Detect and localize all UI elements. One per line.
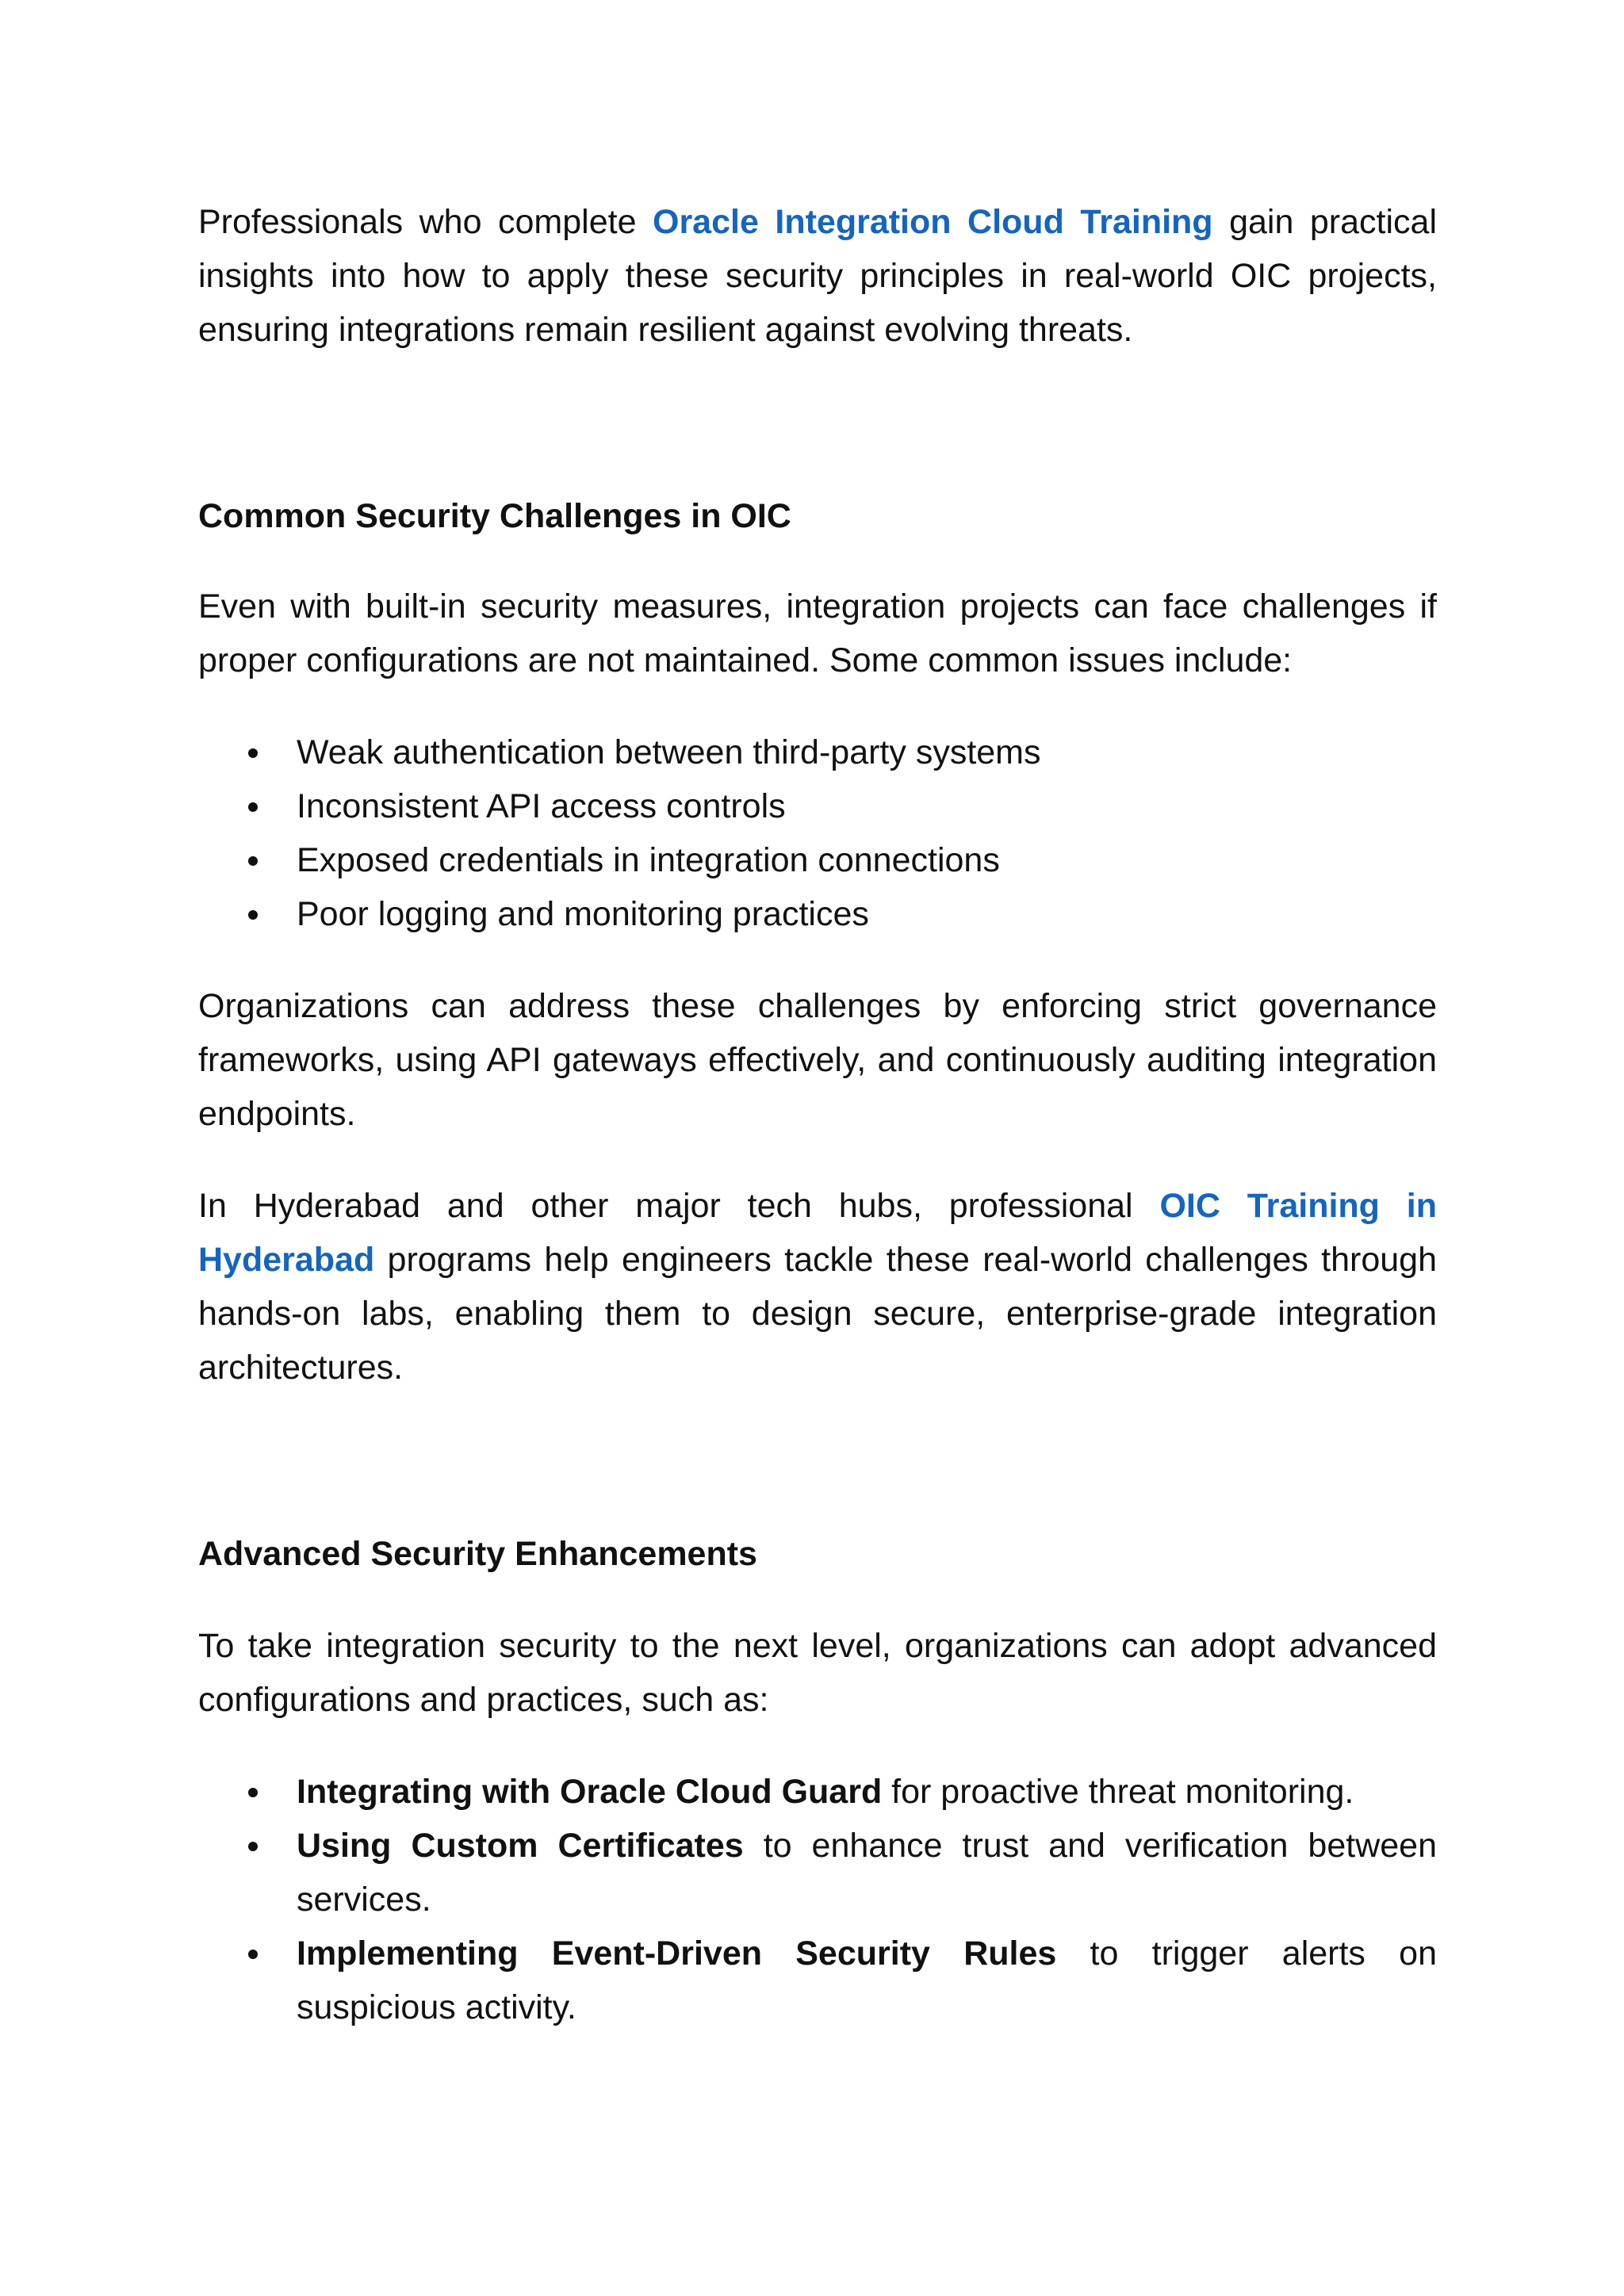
section2-intro-paragraph: To take integration security to the next level, organizations can adopt advanced configurations and practices, such as:	[198, 1627, 1437, 1719]
bullet-icon	[248, 1842, 258, 1851]
oic-training-hyderabad-link[interactable]: OIC Training in Hyderabad	[198, 1187, 1437, 1279]
bullet-icon	[248, 1950, 258, 1959]
section-heading-advanced-enhancements: Advanced Security Enhancements	[198, 1535, 757, 1573]
enhancements-list	[198, 1765, 1437, 2034]
list-item	[198, 1927, 1437, 2034]
intro-text-post: gain practical insights into how to apply these security principles in real-world OIC projects, ensuring integrations remain resilient against evolving threats.	[198, 203, 1437, 349]
challenges-list	[198, 725, 1437, 941]
list-item	[198, 779, 1437, 833]
bullet-icon	[248, 856, 258, 866]
document-page	[198, 195, 1437, 2034]
intro-paragraph	[198, 195, 1437, 357]
hyderabad-text-pre: In Hyderabad and other major tech hubs, professional	[198, 1187, 1160, 1225]
list-item-bold-text: Using Custom Certificates	[297, 1827, 744, 1865]
bullet-icon	[248, 802, 258, 812]
list-item	[198, 833, 1437, 887]
list-item	[198, 1819, 1437, 1927]
list-item-text: Poor logging and monitoring practices	[297, 895, 869, 933]
bullet-icon	[248, 748, 258, 758]
list-item-text: to enhance trust and verification between services.	[297, 1827, 1437, 1919]
bullet-icon	[248, 1788, 258, 1797]
section-heading-common-challenges: Common Security Challenges in OIC	[198, 497, 791, 535]
list-item-text: Weak authentication between third-party systems	[297, 733, 1041, 771]
section1-intro-paragraph: Even with built-in security measures, integration projects can face challenges if proper configurations are not maintained. Some common issues include:	[198, 587, 1437, 679]
hyderabad-text-post: programs help engineers tackle these real-world challenges through hands-on labs, enabling them to design secure, enterprise-grade integration architectures.	[198, 1241, 1437, 1387]
section1-hyderabad-paragraph	[198, 1179, 1437, 1395]
list-item	[198, 887, 1437, 941]
oracle-integration-cloud-training-link[interactable]: Oracle Integration Cloud Training	[653, 203, 1213, 241]
list-item-bold-text: Integrating with Oracle Cloud Guard	[297, 1773, 883, 1811]
list-item-text: to trigger alerts on suspicious activity.	[297, 1934, 1438, 2026]
section1-governance-paragraph: Organizations can address these challenges by enforcing strict governance frameworks, using API gateways effectively, and continuously auditing integration endpoints.	[198, 987, 1437, 1133]
list-item-text: Inconsistent API access controls	[297, 787, 786, 825]
list-item-text: Exposed credentials in integration connections	[297, 841, 1000, 879]
intro-text-pre: Professionals who complete	[198, 203, 653, 241]
list-item-bold-text: Implementing Event-Driven Security Rules	[297, 1934, 1057, 1973]
bullet-icon	[248, 910, 258, 920]
list-item	[198, 725, 1437, 779]
list-item	[198, 1765, 1437, 1819]
list-item-text: for proactive threat monitoring.	[882, 1773, 1354, 1811]
